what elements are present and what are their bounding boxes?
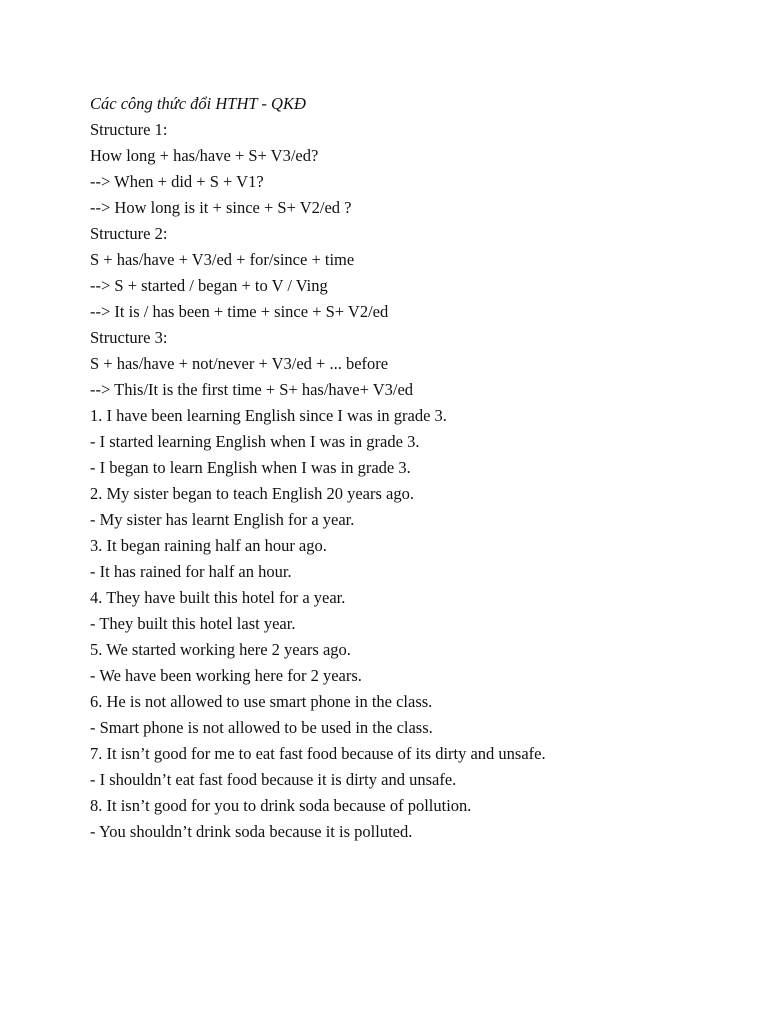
structure-1-heading: Structure 1: bbox=[90, 120, 168, 139]
answer-line: - I began to learn English when I was in grade 3. bbox=[90, 458, 411, 477]
exercise-6: 6. He is not allowed to use smart phone in the class. bbox=[90, 692, 433, 711]
exercise-8: 8. It isn’t good for you to drink soda because of pollution. bbox=[90, 796, 472, 815]
exercise-3: 3. It began raining half an hour ago. bbox=[90, 536, 327, 555]
answer-line: - I shouldn’t eat fast food because it is dirty and unsafe. bbox=[90, 770, 457, 789]
answer-line: - They built this hotel last year. bbox=[90, 614, 296, 633]
text-line: S + has/have + V3/ed + for/since + time bbox=[90, 250, 355, 269]
document-page bbox=[90, 91, 730, 845]
text-line: S + has/have + not/never + V3/ed + ... before bbox=[90, 354, 389, 373]
text-line: --> How long is it + since + S+ V2/ed ? bbox=[90, 198, 352, 217]
exercise-5: 5. We started working here 2 years ago. bbox=[90, 640, 351, 659]
structure-3-heading: Structure 3: bbox=[90, 328, 168, 347]
text-line: --> This/It is the first time + S+ has/have+ V3/ed bbox=[90, 380, 414, 399]
exercise-1: 1. I have been learning English since I was in grade 3. bbox=[90, 406, 447, 425]
text-line: --> S + started / began + to V / Ving bbox=[90, 276, 328, 295]
document-title: Các công thức đổi HTHT - QKĐ bbox=[90, 94, 306, 113]
answer-line: - It has rained for half an hour. bbox=[90, 562, 292, 581]
answer-line: - I started learning English when I was in grade 3. bbox=[90, 432, 420, 451]
exercise-7: 7. It isn’t good for me to eat fast food because of its dirty and unsafe. bbox=[90, 744, 546, 763]
answer-line: - You shouldn’t drink soda because it is polluted. bbox=[90, 822, 413, 841]
text-line: How long + has/have + S+ V3/ed? bbox=[90, 146, 319, 165]
answer-line: - Smart phone is not allowed to be used in the class. bbox=[90, 718, 433, 737]
text-line: --> When + did + S + V1? bbox=[90, 172, 264, 191]
structure-2-heading: Structure 2: bbox=[90, 224, 168, 243]
answer-line: - My sister has learnt English for a year. bbox=[90, 510, 355, 529]
answer-line: - We have been working here for 2 years. bbox=[90, 666, 362, 685]
text-line: --> It is / has been + time + since + S+ V2/ed bbox=[90, 302, 389, 321]
exercise-4: 4. They have built this hotel for a year. bbox=[90, 588, 346, 607]
exercise-2: 2. My sister began to teach English 20 years ago. bbox=[90, 484, 414, 503]
